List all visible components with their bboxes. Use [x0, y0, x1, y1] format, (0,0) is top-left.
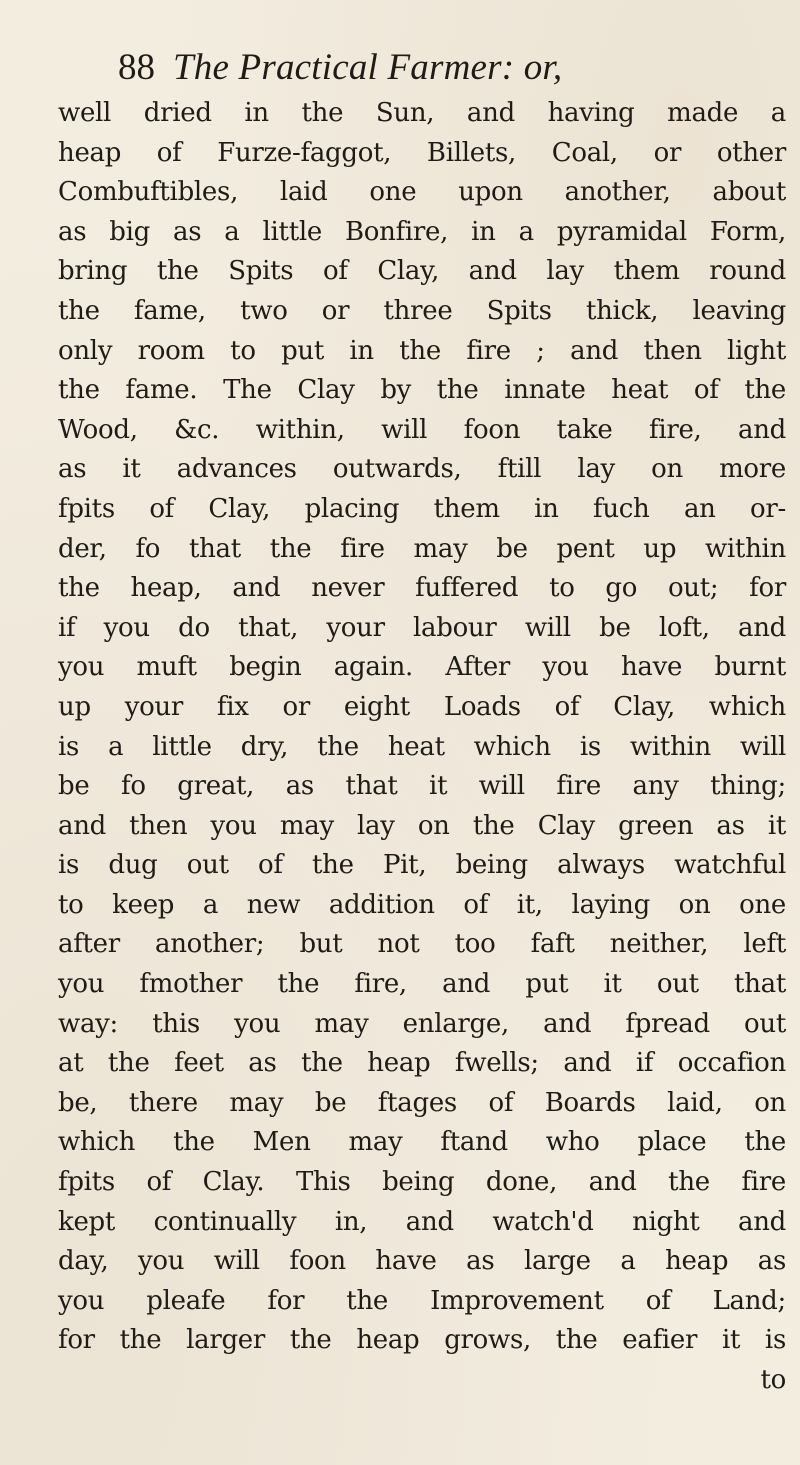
text-line: if you do that, your labour will be loft, and — [58, 612, 786, 643]
text-line: is dug out of the Pit, being always watchful — [58, 850, 786, 881]
catchword: to — [760, 1365, 786, 1395]
page-number: 88 — [118, 47, 155, 88]
text-line: which the Men may ftand who place the — [58, 1127, 786, 1158]
text-line: you pleafe for the Improvement of Land; — [58, 1285, 786, 1316]
text-line: day, you will foon have as large a heap as — [58, 1246, 786, 1277]
text-line: Wood, &c. within, will foon take fire, and — [58, 414, 786, 445]
text-line: heap of Furze-faggot, Billets, Coal, or other — [58, 137, 786, 168]
text-line: way: this you may enlarge, and fpread out — [58, 1008, 786, 1039]
text-line: only room to put in the fire ; and then light — [58, 335, 786, 366]
text-line: as it advances outwards, ftill lay on more — [58, 454, 786, 485]
text-line: for the larger the heap grows, the eafier it is — [58, 1325, 786, 1356]
text-line: to keep a new addition of it, laying on one — [58, 889, 786, 920]
text-line: after another; but not too faft neither, left — [58, 929, 786, 960]
text-line: you muft begin again. After you have burnt — [58, 652, 786, 683]
text-line: up your fix or eight Loads of Clay, which — [58, 691, 786, 722]
text-line: kept continually in, and watch'd night and — [58, 1206, 786, 1237]
body-text — [58, 94, 786, 1401]
text-line: as big as a little Bonfire, in a pyramidal Form, — [58, 216, 786, 247]
text-line: be, there may be ftages of Boards laid, on — [58, 1087, 786, 1118]
text-line: the heap, and never fuffered to go out; for — [58, 573, 786, 604]
running-title: The Practical Farmer: or, — [173, 47, 563, 88]
text-line: be fo great, as that it will fire any thing; — [58, 771, 786, 802]
text-line: you fmother the fire, and put it out that — [58, 969, 786, 1000]
text-line: fpits of Clay, placing them in fuch an or- — [58, 493, 786, 524]
text-line: Combuftibles, laid one upon another, about — [58, 177, 786, 208]
text-line: the fame, two or three Spits thick, leaving — [58, 295, 786, 326]
text-line: is a little dry, the heat which is within will — [58, 731, 786, 762]
text-line: at the feet as the heap fwells; and if occafion — [58, 1048, 786, 1079]
text-line: bring the Spits of Clay, and lay them round — [58, 256, 786, 287]
text-line: well dried in the Sun, and having made a — [58, 98, 786, 128]
text-line: der, fo that the fire may be pent up within — [58, 533, 786, 564]
text-line: the fame. The Clay by the innate heat of the — [58, 375, 786, 406]
page-header — [118, 40, 798, 96]
text-line: fpits of Clay. This being done, and the fire — [58, 1167, 786, 1198]
text-line: and then you may lay on the Clay green as it — [58, 810, 786, 841]
